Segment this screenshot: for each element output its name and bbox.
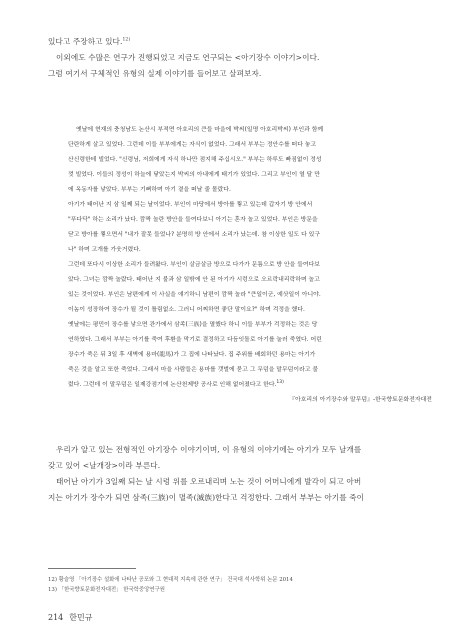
paragraph-continuation [48, 34, 438, 50]
quote-line: 산신령한테 빌었다. "신령님, 저희에게 자식 하나만 점지해 주십시오." 부부는 하루도 빠짐없이 정성 [68, 157, 322, 163]
bottom-body-text [48, 442, 438, 506]
paragraph-line: 지는 아기가 장수가 되면 삼족(三族)이 멸족(滅族)한다고 걱정한다. 그래서 부부는 아기를 죽이 [48, 493, 365, 502]
footnote-13: 13) 「한국향토문화전자대전」 한국학중앙연구원 [48, 587, 165, 593]
journal-name: 한민규 [69, 613, 93, 622]
paragraph-line: 우리가 알고 있는 전형적인 아기장수 이야기이며, 이 유형의 이야기에는 아기가 모두 날개를 [56, 445, 362, 454]
footnote-divider [48, 568, 136, 569]
quote-line: 있는 것이었다. 부인은 남편에게 이 사실을 얘기하니 남편이 깜짝 놀라 "큰일이군, 예삿일이 아니야. [68, 292, 321, 298]
quote-line: 옛날에는 평민이 장수를 낳으면 관가에서 삼족(三族)을 멸했다 하니 이들 부부가 걱정하는 것은 당 [68, 322, 318, 328]
quote-line-text: 렀다. 그런데 이 말무덤은 일제강점기에 논산천제방 공사로 인해 없어졌다고 한다. [68, 382, 277, 388]
page-number: 214 [48, 613, 64, 622]
quote-line: 닫고 방아를 찧으면서 "내가 잘못 들었나? 분명히 방 안에서 소리가 났는데. 참 이상한 일도 다 있구 [68, 232, 321, 238]
paragraph-line: 갖고 있어 <날개장>이라 부른다. [48, 461, 161, 470]
footnote-12: 12) 황슬영 「아기장수 설화에 나타난 공포와 그 현대적 지속에 관한 연구」 건국대 석사학위 논문 2014 [48, 577, 293, 583]
quote-line: 단란하게 살고 있었다. 그런데 이들 부부에게는 자식이 없었다. 그래서 부부는 정안수를 떠다 놓고 [68, 142, 317, 148]
quote-source: 『아호리의 아기장수와 말무덤』-한국향토문화전자대전 [289, 397, 432, 403]
quote-line: 껏 빌었다. 이들의 정성이 하늘에 닿았는지 박씨의 아내에게 태기가 있었다. 그리고 부인이 열 달 만 [68, 172, 320, 178]
quote-line: 나" 하며 고개를 가웃거렸다. [68, 247, 141, 253]
quote-line: "푸다닥" 하는 소리가 났다. 깜짝 놀란 방안을 들여다보니 아기는 혼자 놀고 있었다. 부인은 방문을 [68, 217, 318, 223]
quote-line: 장수가 죽은 뒤 3일 후 새벽에 용마(龍馬)가 그 집에 나타났다. 집 주위를 배회하던 용마는 아기가 [68, 352, 316, 358]
quote-line: 이놈이 성장하여 장수가 될 것이 틀림없소. 그러니 어찌하면 좋단 말이요?" 하며 걱정을 했다. [68, 307, 305, 313]
page-footer [48, 612, 92, 623]
paragraph-text: 있다고 주장하고 있다. [48, 37, 123, 46]
quote-line: 죽은 것을 알고 또한 죽었다. 그래서 마을 사람들은 용마를 갯벌에 묻고 그 무덤을 말무덤이라고 불 [68, 367, 319, 373]
quote-line: 에 옥동자를 낳았다. 부부는 기뻐하며 아기 곁을 떠날 줄 몰랐다. [68, 187, 231, 193]
footnotes [48, 575, 438, 595]
quote-line: 그런데 또다시 이상한 소리가 들려왔다. 부인이 살금살금 방으로 다가가 문틈으로 방 안을 들여다보 [68, 262, 320, 268]
footnote-ref-13[interactable]: 13) [276, 380, 284, 386]
paragraph: 이외에도 수많은 연구가 진행되었고 지금도 연구되는 <아기장수 이야기>이다. [56, 53, 320, 62]
footnote-ref-12[interactable]: 12) [122, 37, 131, 43]
paragraph: 그럼 여기서 구체적인 유형의 실제 이야기를 들어보고 살펴보자. [48, 69, 262, 78]
paragraph-line: 태어난 아기가 3일째 되는 날 시렁 위를 오르내리며 노는 것이 어머니에게 발각이 되고 아버 [56, 477, 362, 486]
quote-line: 옛날에 현재의 충청남도 논산시 부적면 아호리의 큰들 마을에 박씨(일명 아호리박씨) 부인과 함께 [76, 127, 324, 133]
quote-line: 연하였다. 그래서 부부는 아기를 죽여 후환을 막기로 결정하고 다듬잇돌로 아기를 눌러 죽였다. 어린 [68, 337, 322, 343]
quote-line: 아기가 태어난 지 삼 일째 되는 날이었다. 부인이 마당에서 방아를 찧고 있는데 갑자기 방 안에서 [68, 202, 313, 208]
top-body-text [48, 34, 438, 82]
quote-line: 았다. 그녀는 깜짝 놀랐다. 태어난 지 불과 삼 일밖에 안 된 아기가 시렁으로 오르락내리락하며 놀고 [68, 277, 320, 283]
quote-line-last [68, 378, 432, 393]
quoted-story [68, 123, 432, 408]
